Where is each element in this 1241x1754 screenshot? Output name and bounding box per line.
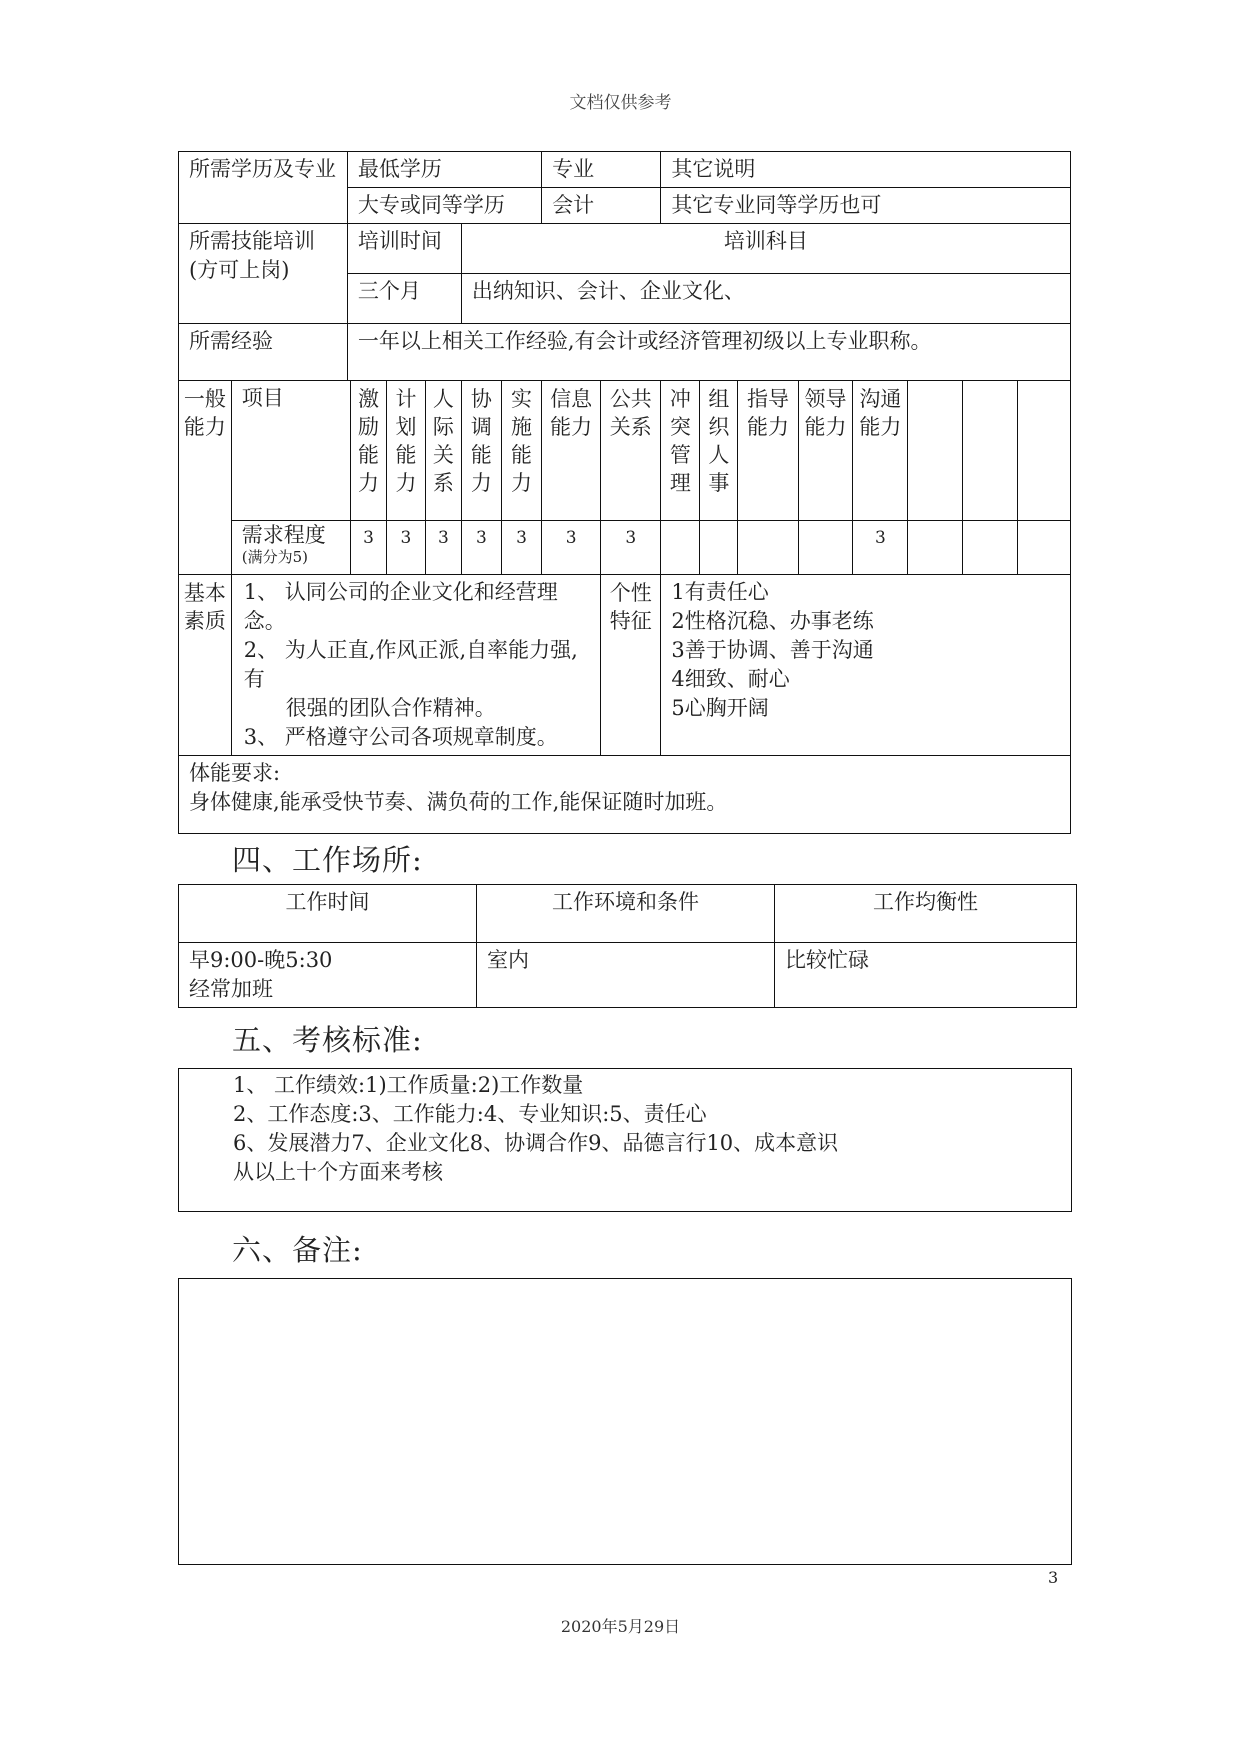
quality-label: 基本素质 (179, 575, 232, 756)
assessment-line-1: 1、 工作绩效:1)工作质量:2)工作数量 (233, 1073, 584, 1097)
ability-col-11: 领导能力 (798, 381, 853, 521)
demand-note: (满分为5) (241, 548, 309, 566)
requirements-table (178, 151, 1071, 834)
other-value: 其它专业同等学历也可 (661, 188, 1071, 224)
personality-item-1: 1有责任心 (671, 580, 769, 604)
col-work-time: 工作时间 (179, 885, 477, 943)
personality-item-5: 5心胸开阔 (671, 696, 769, 720)
work-time-line2: 经常加班 (189, 977, 273, 1001)
ability-col-15 (1018, 381, 1071, 521)
ability-col-4: 协调能力 (461, 381, 501, 521)
demand-value-7: 3 (601, 521, 661, 575)
demand-value-14 (963, 521, 1018, 575)
assessment-box (178, 1068, 1072, 1212)
major-label: 专业 (542, 152, 661, 188)
demand-value-5: 3 (501, 521, 541, 575)
edu-label: 所需学历及专业 (179, 152, 348, 224)
page-number: 3 (1048, 1568, 1059, 1587)
quality-cell (231, 575, 600, 756)
physical-cell (179, 756, 1071, 834)
personality-cell (661, 575, 1071, 756)
demand-value-11 (798, 521, 853, 575)
major-value: 会计 (542, 188, 661, 224)
section6-title: 六、备注: (232, 1233, 363, 1267)
demand-value-8 (661, 521, 700, 575)
work-env-value: 室内 (477, 943, 775, 1008)
demand-value-13 (908, 521, 963, 575)
footer-date: 2020年5月29日 (560, 1617, 681, 1636)
personality-item-2: 2性格沉稳、办事老练 (671, 609, 874, 633)
quality-item-3: 3、 严格遵守公司各项规章制度。 (243, 725, 558, 749)
header-note: 文档仅供参考 (569, 93, 672, 113)
min-edu-value: 大专或同等学历 (347, 188, 541, 224)
ability-col-8: 冲突管理 (661, 381, 700, 521)
demand-value-15 (1018, 521, 1071, 575)
work-balance-value: 比较忙碌 (775, 943, 1077, 1008)
demand-value-6: 3 (542, 521, 601, 575)
other-label: 其它说明 (661, 152, 1071, 188)
assessment-line-4: 从以上十个方面来考核 (233, 1160, 443, 1184)
train-subject-value: 出纳知识、会计、企业文化、 (461, 274, 1070, 324)
ability-col-6: 信息能力 (542, 381, 601, 521)
physical-value: 身体健康,能承受快节奏、满负荷的工作,能保证随时加班。 (189, 790, 728, 814)
ability-col-1: 激励能力 (351, 381, 387, 521)
demand-value-3: 3 (425, 521, 461, 575)
quality-item-2-cont: 很强的团队合作精神。 (285, 696, 496, 720)
work-time-line1: 早9:00-晚5:30 (189, 948, 333, 972)
min-edu-label: 最低学历 (347, 152, 541, 188)
col-work-env: 工作环境和条件 (477, 885, 775, 943)
personality-item-4: 4细致、耐心 (671, 667, 790, 691)
ability-col-2: 计划能力 (386, 381, 425, 521)
ability-col-14 (963, 381, 1018, 521)
workplace-table (178, 884, 1077, 1008)
assessment-line-2: 2、工作态度:3、工作能力:4、专业知识:5、责任心 (233, 1102, 707, 1126)
remarks-box (178, 1278, 1072, 1565)
train-time-label: 培训时间 (347, 224, 461, 274)
demand-value-1: 3 (351, 521, 387, 575)
ability-col-13 (908, 381, 963, 521)
train-time-value: 三个月 (347, 274, 461, 324)
col-work-balance: 工作均衡性 (775, 885, 1077, 943)
section5-title: 五、考核标准: (232, 1023, 423, 1057)
ability-col-12: 沟通能力 (853, 381, 908, 521)
personality-label: 个性特征 (601, 575, 661, 756)
personality-item-3: 3善于协调、善于沟通 (671, 638, 874, 662)
exp-label: 所需经验 (179, 324, 348, 381)
ability-col-5: 实施能力 (501, 381, 541, 521)
demand-value-2: 3 (386, 521, 425, 575)
demand-value-4: 3 (461, 521, 501, 575)
demand-label-cell (231, 521, 350, 575)
ability-col-3: 人际关系 (425, 381, 461, 521)
demand-value-9 (700, 521, 738, 575)
skill-label: 所需技能培训(方可上岗) (179, 224, 348, 324)
assessment-line-3: 6、发展潜力7、企业文化8、协调合作9、品德言行10、成本意识 (233, 1131, 839, 1155)
section4-title: 四、工作场所: (232, 843, 423, 877)
demand-value-10 (738, 521, 798, 575)
quality-item-2: 2、 为人正直,作风正派,自率能力强,有 (243, 638, 578, 691)
demand-label: 需求程度 (241, 523, 326, 547)
ability-col-7: 公共关系 (601, 381, 661, 521)
ability-col-9: 组织人事 (700, 381, 738, 521)
ability-col-10: 指导能力 (738, 381, 798, 521)
physical-label: 体能要求: (189, 761, 281, 785)
demand-value-12: 3 (853, 521, 908, 575)
train-subject-label: 培训科目 (461, 224, 1070, 274)
exp-value: 一年以上相关工作经验,有会计或经济管理初级以上专业职称。 (347, 324, 1070, 381)
item-label: 项目 (231, 381, 350, 521)
quality-item-1: 1、 认同公司的企业文化和经营理念。 (243, 580, 558, 633)
ability-label: 一般能力 (179, 381, 232, 575)
work-time-value (179, 943, 477, 1008)
